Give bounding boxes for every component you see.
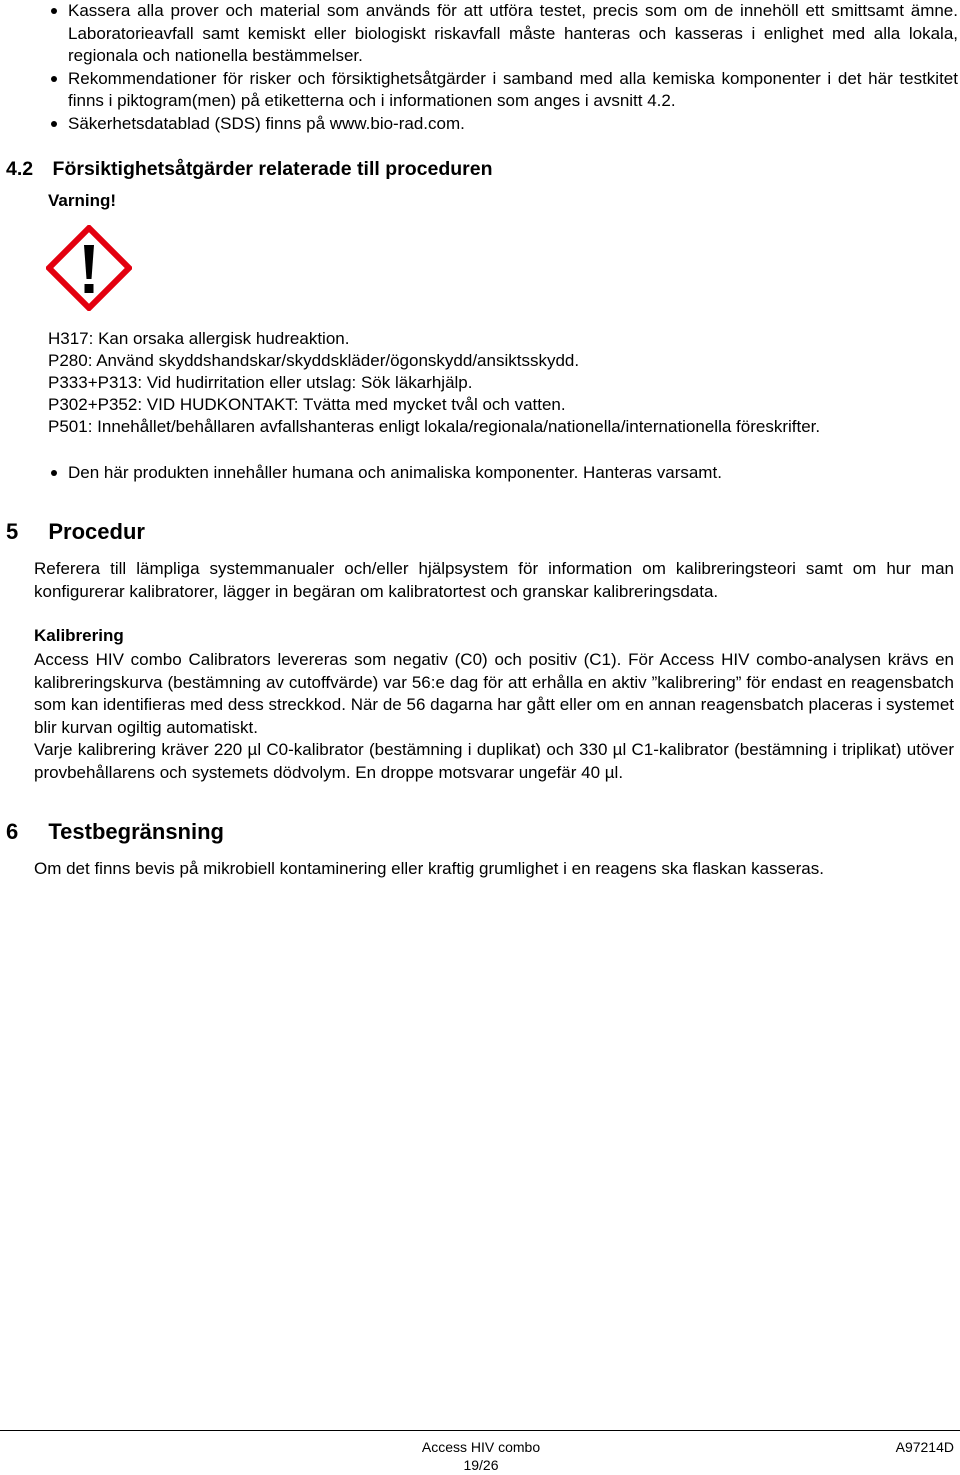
- list-item: Kassera alla prover och material som används för att utföra testet, precis som om de innehöll ett smittsamt ämne. Laboratorieavfall samt kemiskt eller biologiskt riskavfall måste hanteras och kasseras i enlighet med alla lokala, regionala och nationella bestämmelser.: [48, 0, 958, 68]
- ghs-exclamation-icon: [46, 225, 132, 311]
- section-6-text: Om det finns bevis på mikrobiell kontaminering eller kraftig grumlighet i en reagens ska flaskan kasseras.: [34, 859, 824, 878]
- bullet-dot: [51, 8, 57, 14]
- list-item: Säkerhetsdatablad (SDS) finns på www.bio-rad.com.: [48, 113, 958, 136]
- footer-rule: [0, 1430, 960, 1431]
- footer-page-number: 19/26: [463, 1457, 499, 1473]
- hazard-statement: P280: Använd skyddshandskar/skyddskläder/ögonskydd/ansiktsskydd.: [48, 351, 580, 370]
- hazard-statement: P333+P313: Vid hudirritation eller utslag: Sök läkarhjälp.: [48, 373, 473, 392]
- bullet-dot: [51, 121, 57, 127]
- section-number: 5: [6, 519, 19, 544]
- hazard-statement: H317: Kan orsaka allergisk hudreaktion.: [48, 329, 350, 348]
- section-5-intro: Referera till lämpliga systemmanualer och/eller hjälpsystem för information om kalibreringsteori samt om hur man konfigurerar kalibratorer, lägger in begäran om kalibratortest och granskar kalibreringsdata.: [34, 559, 954, 601]
- section-4-2-heading: [6, 158, 493, 181]
- bullet-dot: [51, 470, 57, 476]
- kalibrering-paragraph-1: Access HIV combo Calibrators levereras som negativ (C0) och positiv (C1). För Access HIV combo-analysen krävs en kalibreringskurva (bestämning av cutoffvärde) var 56:e dag för att erhålla en aktiv ”kalibrering” för endast en reagensbatch som kan identifieras med dess streckkod. När de 56 dagarna har gått eller om en annan reagensbatch placeras i systemet blir kurvan ogiltig automatiskt.: [34, 650, 954, 737]
- hazard-statement: P501: Innehållet/behållaren avfallshanteras enligt lokala/regionala/nationella/internationella föreskrifter.: [48, 417, 821, 436]
- list-item: Den här produkten innehåller humana och animaliska komponenter. Hanteras varsamt.: [48, 462, 958, 485]
- section-6-heading: [6, 819, 224, 845]
- ghs-exclamation-icon-svg: [46, 225, 132, 311]
- exclamation-dot: [85, 284, 94, 293]
- top-bullet-list: [48, 0, 958, 135]
- section-4-2-bullet-list: [48, 462, 958, 485]
- section-title: Försiktighetsåtgärder relaterade till proceduren: [52, 158, 493, 180]
- footer-product: Access HIV combo: [421, 1439, 541, 1455]
- list-item: Rekommendationer för risker och försiktighetsåtgärder i samband med alla kemiska komponenter i det här testkitet finns i piktogram(men) på etiketterna och i informationen som anges i avsnitt 4.2.: [48, 68, 958, 113]
- kalibrering-paragraph-2: Varje kalibrering kräver 220 µl C0-kalibrator (bestämning i duplikat) och 330 µl C1-kalibrator (bestämning i triplikat) utöver provbehållarens och systemets dödvolym. En droppe motsvarar ungefär 40 µl.: [34, 740, 954, 782]
- hazard-statement: P302+P352: VID HUDKONTAKT: Tvätta med mycket tvål och vatten.: [48, 395, 566, 414]
- bullet-dot: [51, 76, 57, 82]
- section-title: Procedur: [48, 519, 145, 544]
- footer-doc-id: A97214D: [895, 1439, 954, 1455]
- section-number: 6: [6, 819, 19, 844]
- section-title: Testbegränsning: [48, 819, 224, 844]
- section-5-heading: [6, 519, 145, 545]
- warning-label: Varning!: [48, 191, 117, 210]
- kalibrering-subheading: Kalibrering: [34, 626, 124, 645]
- section-number: 4.2: [6, 158, 34, 180]
